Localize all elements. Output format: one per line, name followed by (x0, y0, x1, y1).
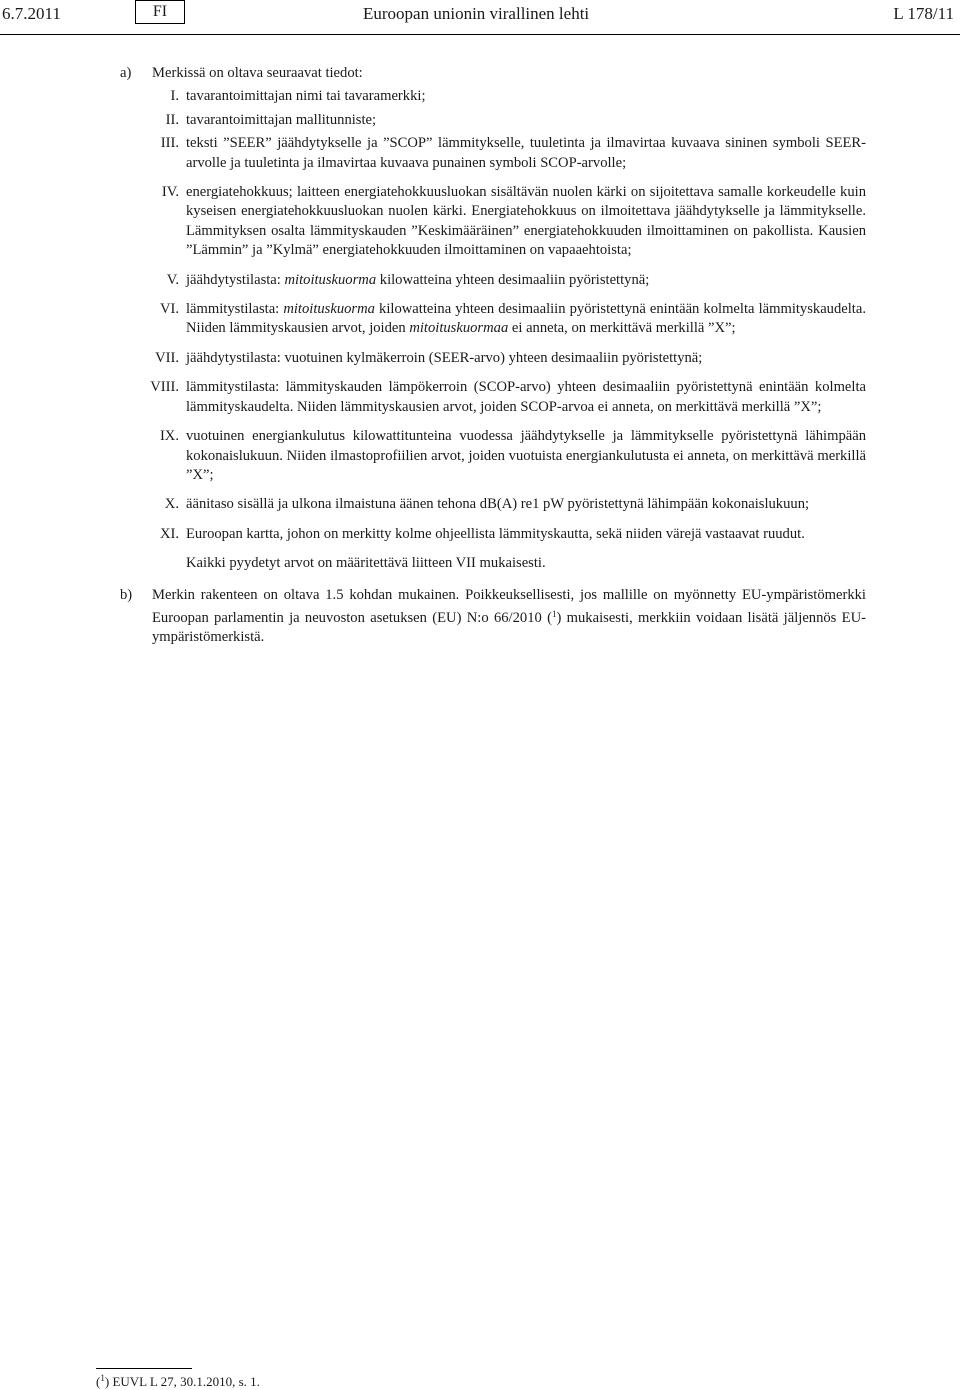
section-a-intro: Merkissä on oltava seuraavat tiedot: (152, 65, 363, 81)
list-item (120, 427, 866, 485)
journal-title: Euroopan unionin virallinen lehti (363, 4, 590, 23)
item-number: IV. (161, 184, 179, 201)
item-text: vuotuinen energiankulutus kilowattitunteina vuodessa jäähdytykselle ja lämmitykselle pyöristettynä lähimpään kokonaislukuun. Niiden ilmastoprofiilien arvot, joiden vuotuista energiankulutusta ei anneta, on merkittävä merkillä ”X”; (186, 428, 866, 483)
section-a (120, 64, 866, 83)
values-note: Kaikki pyydetyt arvot on määritettävä liitteen VII mukaisesti. (186, 555, 546, 572)
list-item (120, 134, 866, 173)
footnote-text: EUVL L 27, 30.1.2010, s. 1. (112, 1374, 260, 1389)
list-item (120, 349, 866, 368)
item-number: XI. (159, 525, 179, 542)
section-b-text (152, 587, 866, 646)
list-item (120, 378, 866, 417)
item-number: V. (166, 271, 179, 288)
item-number: I. (170, 88, 179, 105)
footnote-divider (96, 1368, 192, 1369)
section-a-marker: a) (120, 65, 132, 81)
item-number: IX. (159, 428, 179, 445)
item-text-italic: mitoituskuorma (283, 301, 375, 318)
item-number: VI. (159, 301, 179, 318)
item-text: Euroopan kartta, johon on merkitty kolme ohjeellista lämmityskautta, sekä niiden värejä vastaavat ruudut. (186, 525, 805, 542)
item-text: energiatehokkuus; laitteen energiatehokkuusluokan sisältävän nuolen kärki on sijoitettava samalle korkeudelle kuin kyseisen energiatehokkuusluokan nuolen kärki. Energiatehokkuus on ilmoitettava jäähdytykselle ja lämmitykselle. Lämmityksen osalta lämmityskauden ”Keskimääräinen” energiatehokkuuden ilmoittaminen on pakollista. Kausien ”Lämmin” ja ”Kylmä” energiatehokkuuden ilmoittaminen on vapaaehtoista; (186, 184, 866, 259)
item-text-italic: mitoituskuorma (284, 271, 377, 288)
item-text (186, 301, 866, 336)
item-number: III. (160, 135, 179, 152)
item-text: äänitaso sisällä ja ulkona ilmaistuna äänen tehona dB(A) re1 pW pyöristettynä lähimpään kokonaislukuun; (186, 496, 810, 513)
item-text: jäähdytystilasta: vuotuinen kylmäkerroin (SEER-arvo) yhteen desimaaliin pyöristettynä; (186, 349, 703, 366)
item-text: tavarantoimittajan mallitunniste; (186, 111, 377, 128)
item-text (186, 272, 649, 288)
item-text-part: kilowatteina yhteen desimaaliin pyöristettynä enintään kolmelta lämmityskaudelta. Niiden lämmityskausien arvot, joiden (186, 301, 866, 337)
item-text: lämmitystilasta: lämmityskauden lämpökerroin (SCOP-arvo) yhteen desimaaliin pyöristettynä enintään kolmelta lämmityskaudelta. Niiden lämmityskausien arvot, joiden SCOP-arvoa ei anneta, on merkittävä merkillä ”X”; (186, 379, 866, 415)
list-item (120, 300, 866, 339)
list-item (120, 87, 866, 106)
list-item (120, 111, 866, 130)
item-number: VII. (155, 349, 179, 366)
publication-date: 6.7.2011 (2, 4, 61, 23)
page-reference: L 178/11 (893, 4, 954, 23)
item-number: VIII. (150, 379, 179, 396)
item-text: tavarantoimittajan nimi tai tavaramerkki; (186, 88, 426, 105)
item-number: X. (164, 496, 179, 513)
item-text-part: ei anneta, on merkittävä merkillä ”X”; (508, 320, 736, 337)
label-requirements-list (120, 87, 866, 544)
document-body (120, 64, 866, 648)
list-item (120, 495, 866, 514)
item-number: II. (165, 111, 179, 128)
footnote: ($^1$) EUVL L 27, 30.1.2010, s. 1. (96, 1373, 260, 1389)
footnote-reference[interactable]: 1 (551, 608, 557, 619)
page-header (0, 0, 960, 35)
list-item (120, 271, 866, 290)
section-b-text-part: ) mukaisesti, merkkiin voidaan lisätä jäljennös EU-ympäristömerkistä. (152, 609, 866, 646)
list-item (120, 183, 866, 261)
item-text-part: jäähdytystilasta: (186, 271, 285, 288)
footnote-number: 1 (100, 1373, 105, 1383)
list-item (120, 525, 866, 544)
section-b-text-part: Merkin rakenteen on oltava 1.5 kohdan mukainen. Poikkeuksellisesti, jos mallille on myönnetty EU-ympäristömerkki Euroopan parlamentin ja neuvoston asetuksen (EU) N:o 66/2010 ( (152, 586, 866, 626)
section-b (120, 586, 866, 648)
section-b-marker: b) (120, 586, 133, 603)
item-text-part: lämmitystilasta: (186, 301, 284, 318)
item-text-part: kilowatteina yhteen desimaaliin pyöristettynä; (376, 271, 650, 288)
item-text-italic: mitoituskuormaa (409, 320, 509, 337)
language-code-box: FI (135, 0, 185, 24)
item-text: teksti ”SEER” jäähdytykselle ja ”SCOP” lämmitykselle, tuuletinta ja ilmavirtaa kuvaava sininen symboli SEER-arvolle ja tuuletinta ja ilmavirtaa kuvaava punainen symboli SCOP-arvolle; (186, 135, 866, 171)
